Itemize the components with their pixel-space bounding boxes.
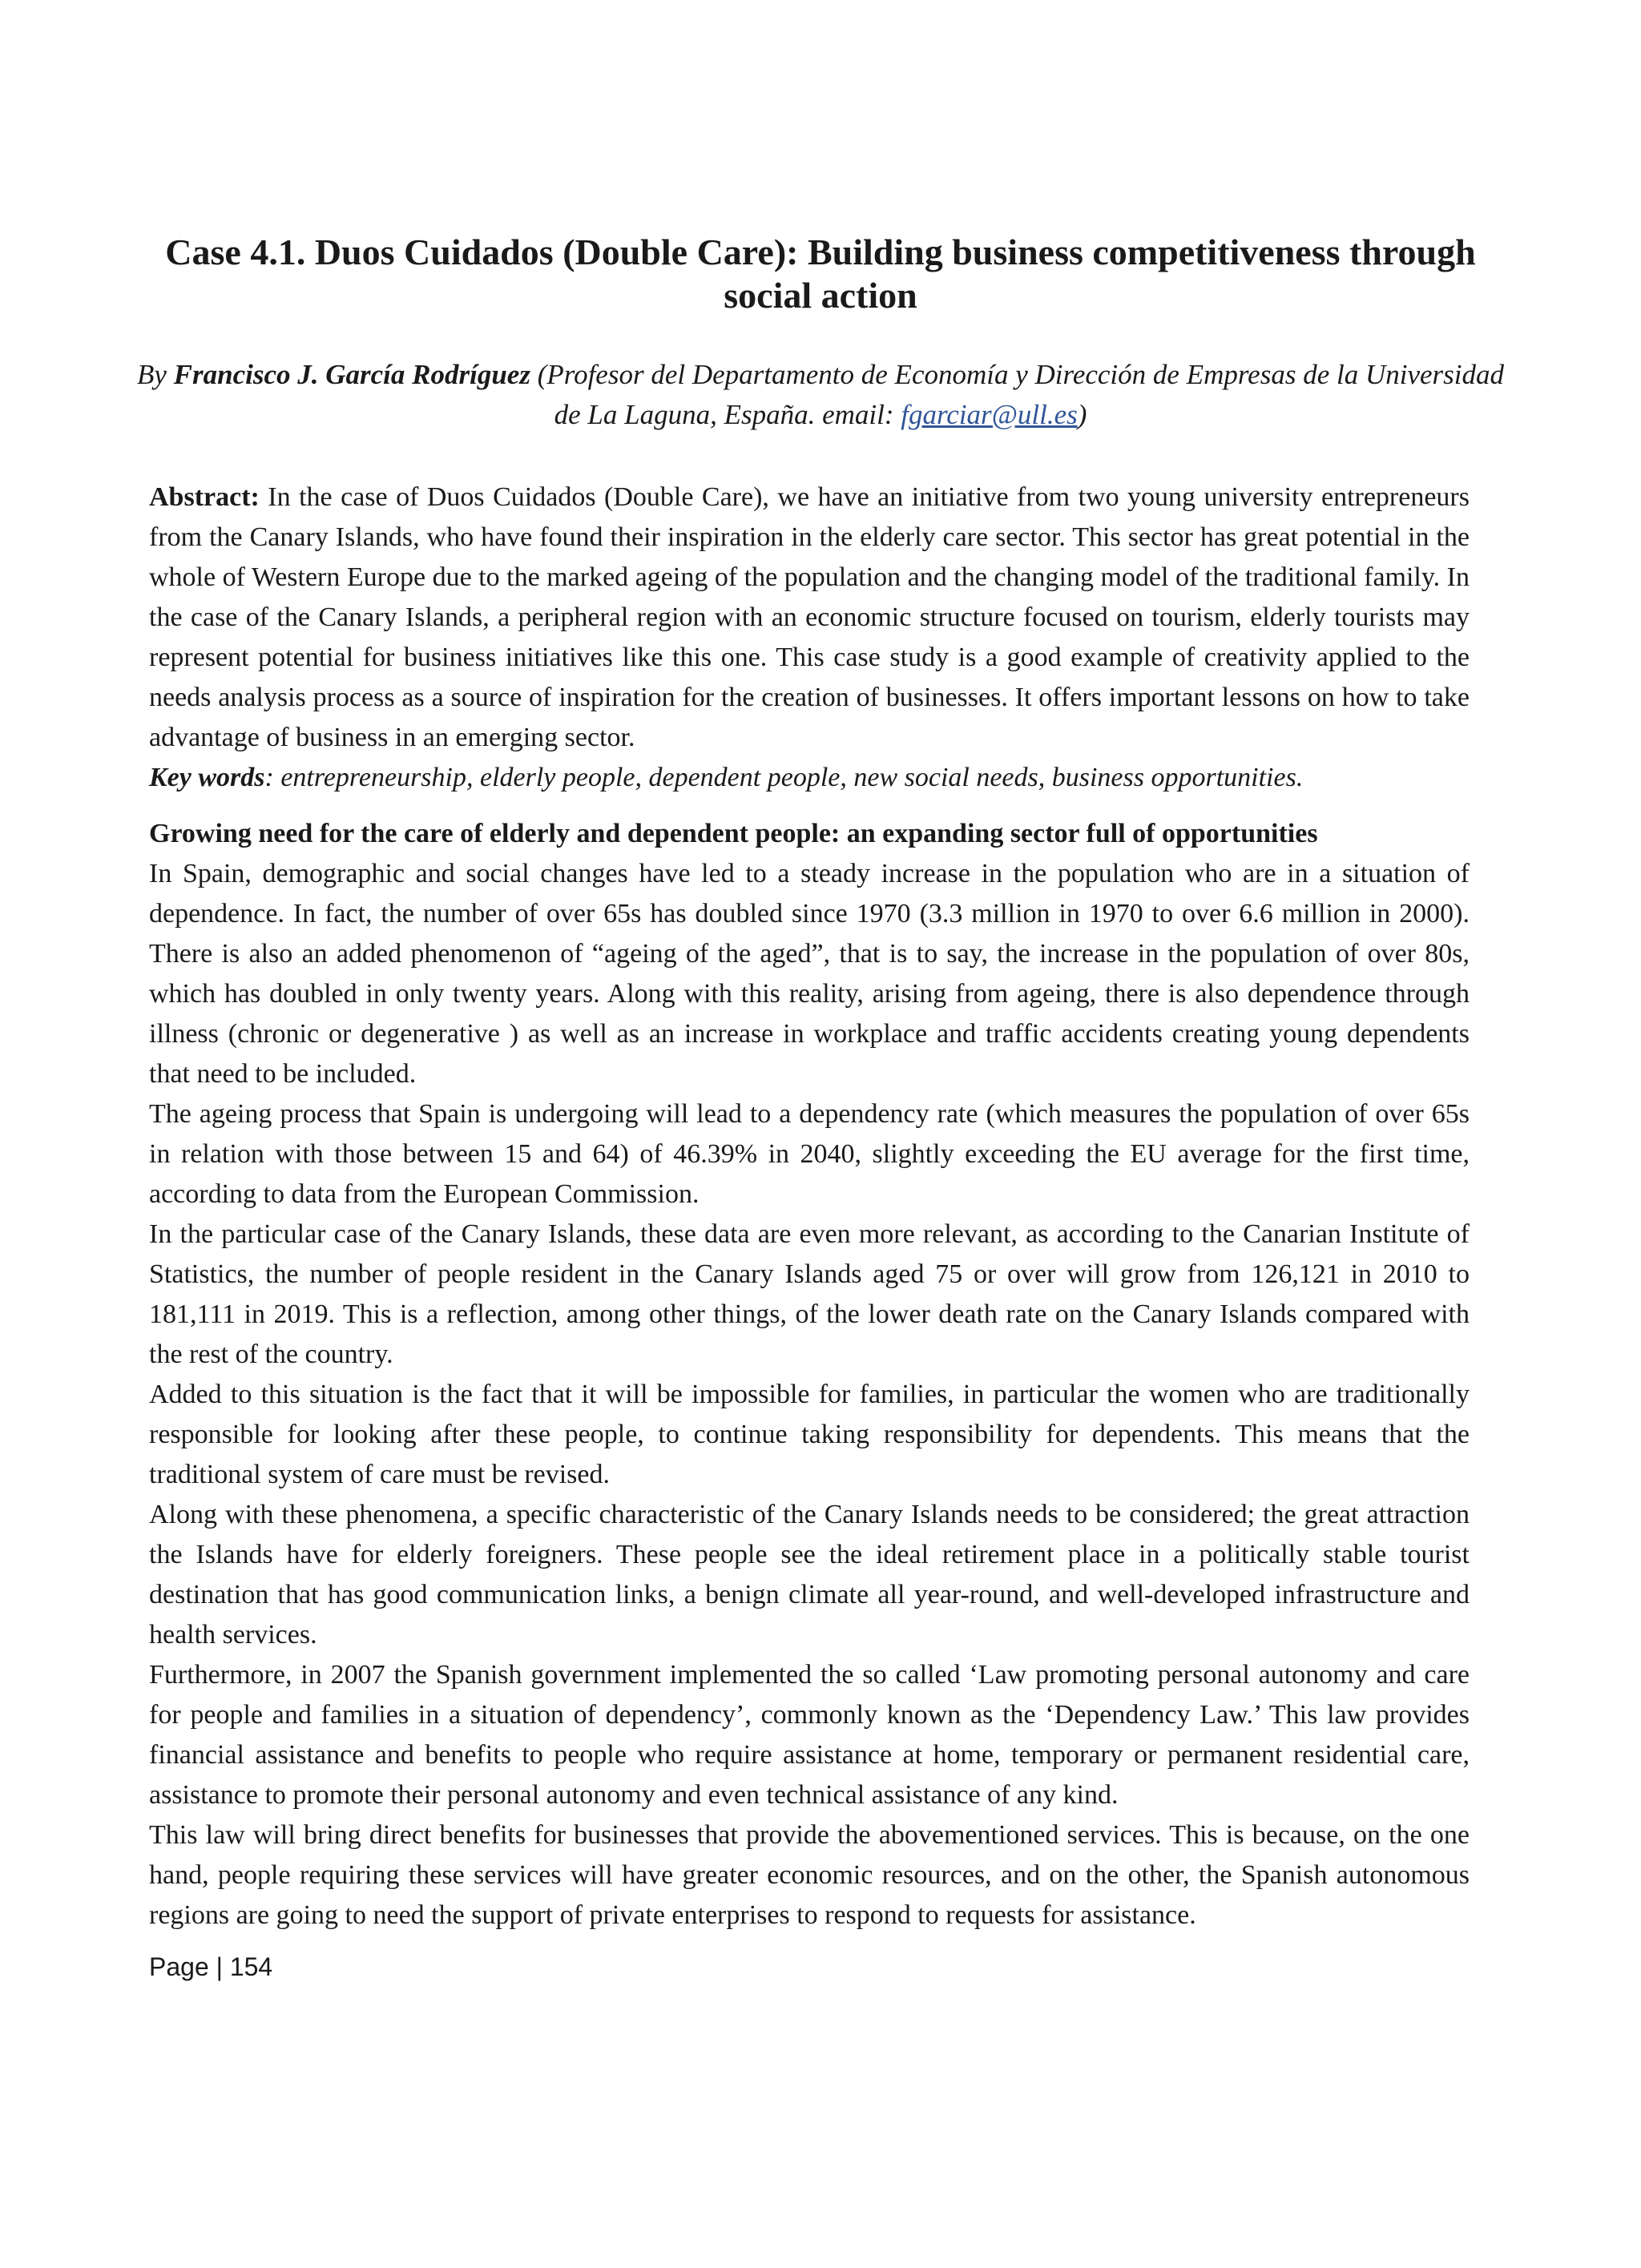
section-body [149,854,1470,1936]
paragraph: In the particular case of the Canary Islands, these data are even more relevant, as according to the Canarian Institute of Statistics, the number of people resident in the Canary Islands aged 75 or over will grow from 126,121 in 2010 to 181,111 in 2019. This is a reflection, among other things, of the lower death rate on the Canary Islands compared with the rest of the country. [149,1219,1470,1369]
paragraph: Along with these phenomena, a specific characteristic of the Canary Islands needs to be considered; the great attraction the Islands have for elderly foreigners. These people see the ideal retirement place in a politically stable tourist destination that has good communication links, a benign climate all year-round, and well-developed infrastructure and health services. [149,1500,1470,1650]
paragraph: Added to this situation is the fact that it will be impossible for families, in particular the women who are traditionally responsible for looking after these people, to continue taking responsibility for dependents. This means that the traditional system of care must be revised. [149,1380,1470,1489]
keywords-label: Key words [149,763,265,792]
byline-suffix: ) [1077,399,1087,430]
paragraph: Furthermore, in 2007 the Spanish government implemented the so called ‘Law promoting personal autonomy and care for people and families in a situation of dependency’, commonly known as the ‘Dependency Law.’ This law provides financial assistance and benefits to people who require assistance at home, temporary or permanent residential care, assistance to promote their personal autonomy and even technical assistance of any kind. [149,1660,1470,1810]
keywords-text: : entrepreneurship, elderly people, dependent people, new social needs, business opportunities. [264,763,1304,792]
byline-prefix: By [136,359,174,390]
paragraph: The ageing process that Spain is undergoing will lead to a dependency rate (which measures the population of over 65s in relation with those between 15 and 64) of 46.39% in 2040, slightly exceeding the EU average for the first time, according to data from the European Commission. [149,1099,1470,1209]
byline [136,355,1505,435]
paragraph: In Spain, demographic and social changes have led to a steady increase in the population who are in a situation of dependence. In fact, the number of over 65s has doubled since 1970 (3.3 million in 1970 to over 6.6 million in 2000). There is also an added phenomenon of “ageing of the aged”, that is to say, the increase in the population of over 80s, which has doubled in only twenty years. Along with this reality, arising from ageing, there is also dependence through illness (chronic or degenerative ) as well as an increase in workplace and traffic accidents creating young dependents that need to be included. [149,859,1470,1089]
section-heading: Growing need for the care of elderly and dependent people: an expanding sector full of opportunities [149,819,1318,848]
page-number: Page | 154 [149,1952,273,1981]
abstract [149,477,1470,758]
abstract-label: Abstract: [149,482,260,512]
paragraph: This law will bring direct benefits for businesses that provide the abovementioned services. This is because, on the one hand, people requiring these services will have greater economic resources, and on the other, the Spanish autonomous regions are going to need the support of private enterprises to respond to requests for assistance. [149,1820,1470,1930]
author-affiliation: (Profesor del Departamento de Economía y Dirección de Empresas de la Universidad de La Laguna, España. email: [530,359,1504,430]
author-name: Francisco J. García Rodríguez [173,359,530,390]
page-title: Case 4.1. Duos Cuidados (Double Care): Building business competitiveness through social action [165,232,1476,316]
author-email-link[interactable]: fgarciar@ull.es [901,399,1078,430]
keywords [149,758,1470,798]
abstract-text: In the case of Duos Cuidados (Double Care), we have an initiative from two young university entrepreneurs from the Canary Islands, who have found their inspiration in the elderly care sector. This sector has great potential in the whole of Western Europe due to the marked ageing of the population and the changing model of the traditional family. In the case of the Canary Islands, a peripheral region with an economic structure focused on tourism, elderly tourists may represent potential for business initiatives like this one. This case study is a good example of creativity applied to the needs analysis process as a source of inspiration for the creation of businesses. It offers important lessons on how to take advantage of business in an emerging sector. [149,482,1470,752]
